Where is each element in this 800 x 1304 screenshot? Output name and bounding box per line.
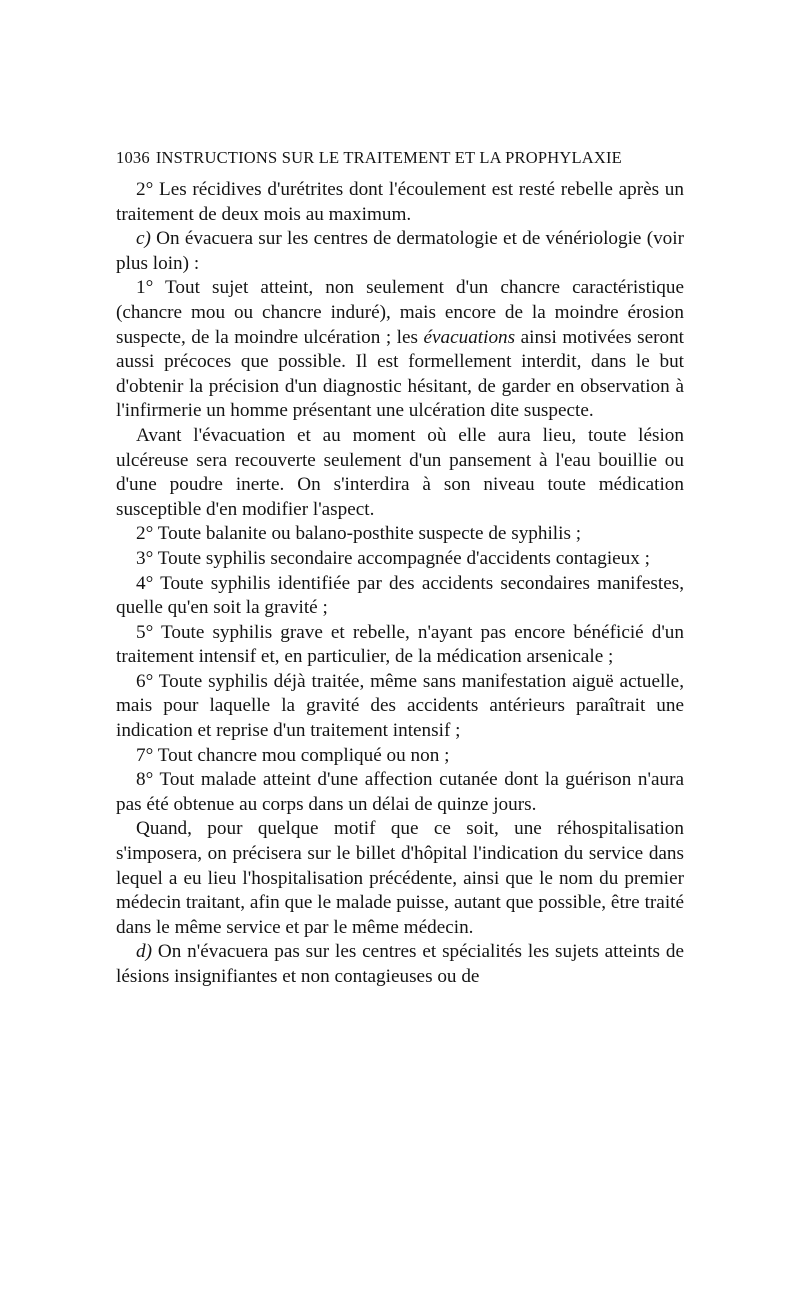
book-page [116,148,684,990]
paragraph-item-8: 8° Tout malade atteint d'une affection cutanée dont la guérison n'aura pas été obtenue au corps dans un délai de quinze jours. [116,769,684,815]
paragraph-rehospitalisation: Quand, pour quelque motif que ce soit, une réhospitalisation s'imposera, on précisera sur le billet d'hôpital l'indication du service dans lequel a eu lieu l'hospitalisation précédente, ainsi que le nom du premier médecin traitant, afin que le malade puisse, autant que possible, être traité dans le même service et par le même médecin. [116,818,684,938]
paragraph-item-2: 2° Toute balanite ou balano-posthite suspecte de syphilis ; [136,523,582,545]
paragraph-avant-evacuation: Avant l'évacuation et au moment où elle aura lieu, toute lésion ulcéreuse sera recouverte seulement d'un pansement à l'eau bouillie ou d'une poudre inerte. On s'interdira à son niveau toute médication susceptible d'en modifier l'aspect. [116,424,684,520]
paragraph-item-6: 6° Toute syphilis déjà traitée, même sans manifestation aiguë actuelle, mais pour laquelle la gravité des accidents antérieurs paraîtrait une indication et reprise d'un traitement intensif ; [116,670,684,742]
body-text [116,178,684,990]
paragraph-section-d: d) On n'évacuera pas sur les centres et spécialités les sujets atteints de lésions insignifiantes et non contagieuses ou de [116,941,684,987]
paragraph-item-1: 1° Tout sujet atteint, non seulement d'un chancre caractéristique (chancre mou ou chancre induré), mais encore de la moindre érosion suspecte, de la moindre ulcération ; les évacuations ainsi motivées seront aussi précoces que possible. Il est formellement interdit, dans le but d'obtenir la précision d'un diagnostic hésitant, de garder en observation à l'infirmerie un homme présentant une ulcération dite suspecte. [116,277,684,422]
running-title: INSTRUCTIONS SUR LE TRAITEMENT ET LA PROPHYLAXIE [155,148,622,167]
page-number: 1036 [116,148,150,167]
paragraph-item-4: 4° Toute syphilis identifiée par des accidents secondaires manifestes, quelle qu'en soit la gravité ; [116,572,684,619]
paragraph-section-c: c) On évacuera sur les centres de dermatologie et de vénériologie (voir plus loin) : [116,228,684,274]
running-header [116,148,684,168]
paragraph-item-7: 7° Tout chancre mou compliqué ou non ; [136,744,450,766]
paragraph-recidives: 2° Les récidives d'urétrites dont l'écoulement est resté rebelle après un traitement de deux mois au maximum. [116,179,684,225]
paragraph-item-3: 3° Toute syphilis secondaire accompagnée d'accidents contagieux ; [136,547,650,569]
paragraph-item-5: 5° Toute syphilis grave et rebelle, n'ayant pas encore bénéficié d'un traitement intensif et, en particulier, de la médication arsenicale ; [116,621,684,668]
